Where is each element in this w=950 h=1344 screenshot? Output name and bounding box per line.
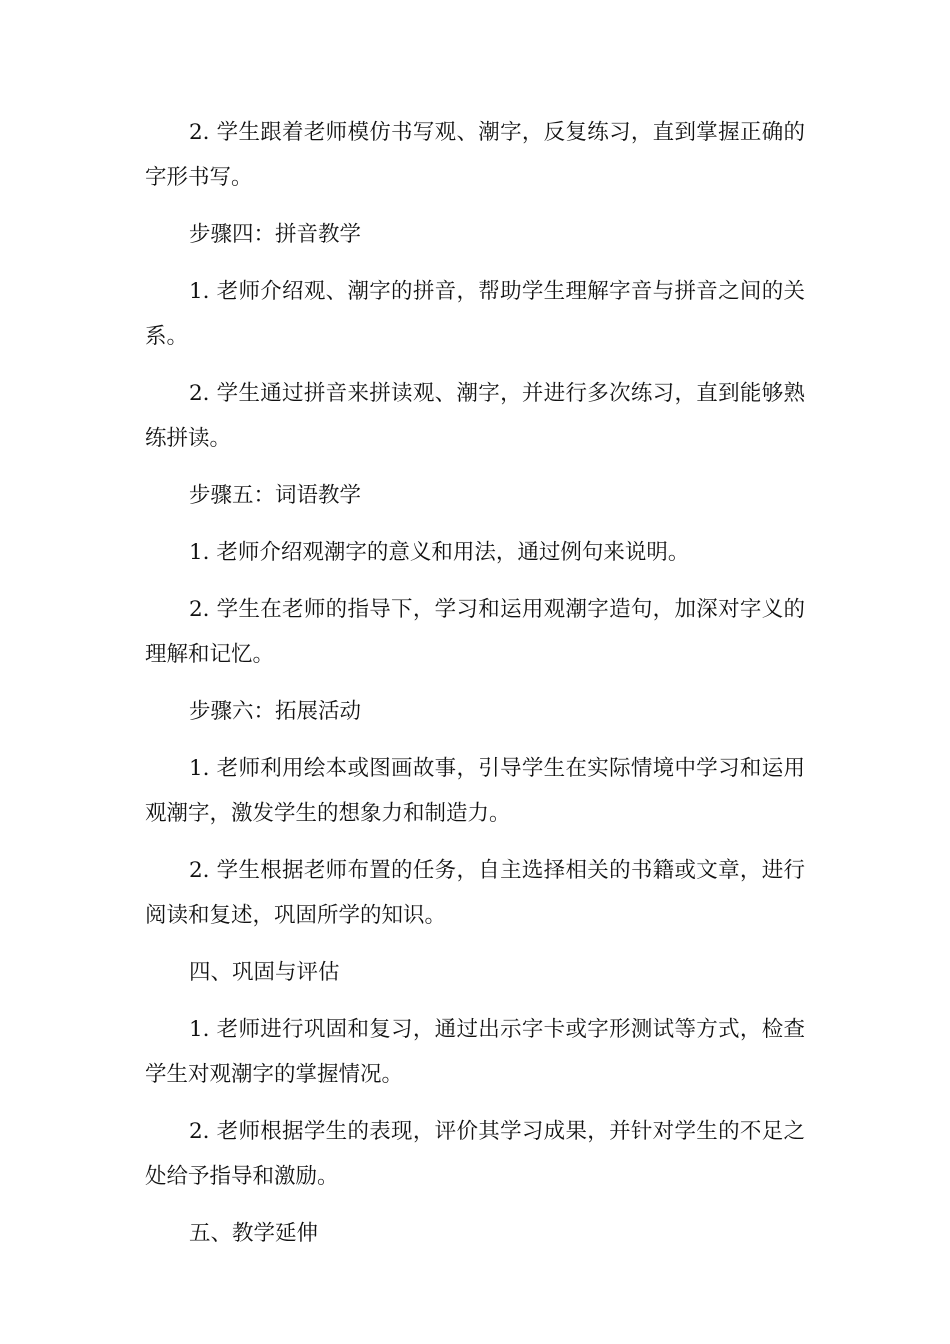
paragraph-step5-item1: 1. 老师介绍观潮字的意义和用法，通过例句来说明。 [189, 540, 690, 565]
paragraph-step3-item2: 2. 学生跟着老师模仿书写观、潮字，反复练习，直到掌握正确的字形书写。 [145, 120, 805, 190]
heading-step6: 步骤六：拓展活动 [189, 699, 362, 724]
heading-section5: 五、教学延伸 [189, 1221, 319, 1246]
heading-section4: 四、巩固与评估 [189, 960, 340, 985]
paragraph-step4-item2: 2. 学生通过拼音来拼读观、潮字，并进行多次练习，直到能够熟练拼读。 [145, 381, 805, 451]
paragraph-step4-item1: 1. 老师介绍观、潮字的拼音，帮助学生理解字音与拼音之间的关系。 [145, 279, 805, 349]
paragraph-step6-item1: 1. 老师利用绘本或图画故事，引导学生在实际情境中学习和运用观潮字，激发学生的想象力和制造力。 [145, 756, 805, 826]
paragraph-step5-item2: 2. 学生在老师的指导下，学习和运用观潮字造句，加深对字义的理解和记忆。 [145, 597, 805, 667]
paragraph-section4-item2: 2. 老师根据学生的表现，评价其学习成果，并针对学生的不足之处给予指导和激励。 [145, 1119, 805, 1189]
document-body [145, 110, 805, 1268]
heading-step5: 步骤五：词语教学 [189, 483, 362, 508]
heading-step4: 步骤四：拼音教学 [189, 222, 362, 247]
paragraph-step6-item2: 2. 学生根据老师布置的任务，自主选择相关的书籍或文章，进行阅读和复述，巩固所学的知识。 [145, 858, 805, 928]
paragraph-section4-item1: 1. 老师进行巩固和复习，通过出示字卡或字形测试等方式，检查学生对观潮字的掌握情况。 [145, 1017, 805, 1087]
